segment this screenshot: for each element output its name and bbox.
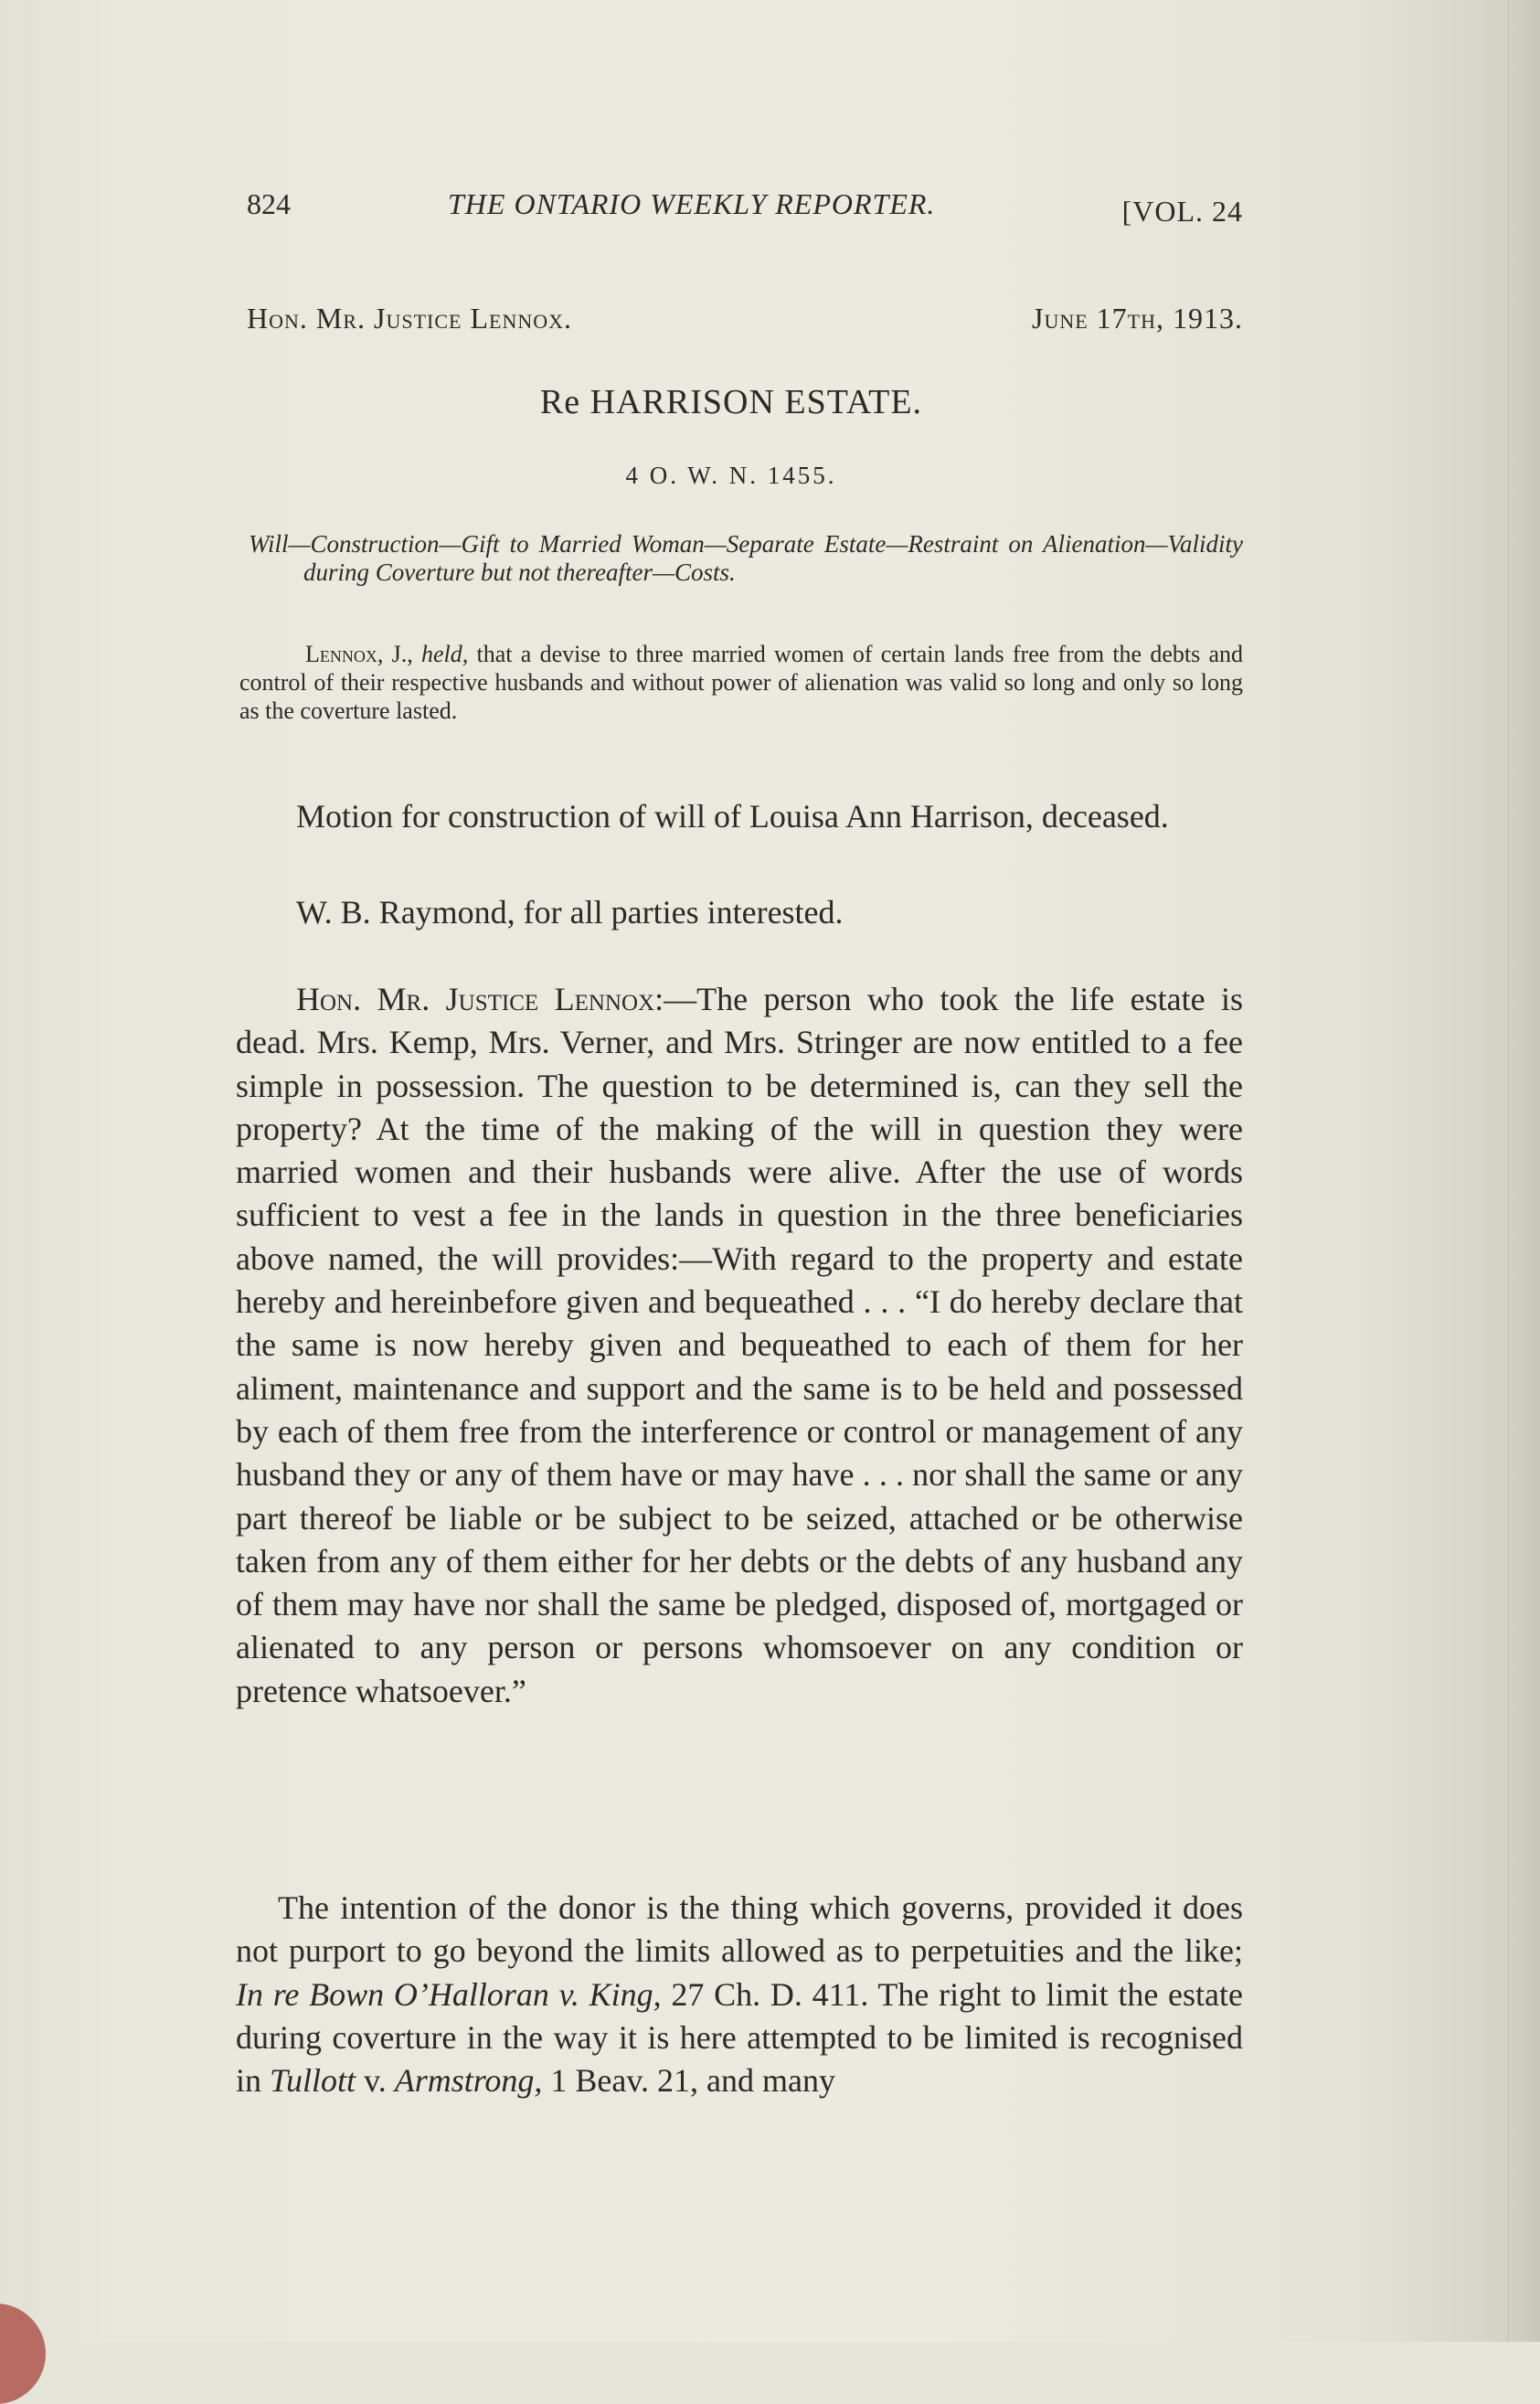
intention-text-4: 1 Beav. 21, and many (550, 2062, 836, 2100)
headnote-held: held, (421, 641, 469, 667)
page-edge (1508, 0, 1540, 2342)
intention-paragraph (236, 1887, 1243, 2102)
judgment-text: —The person who took the life estate is dead. Mrs. Kemp, Mrs. Verner, and Mrs. Stringer are now entitled to a fee simple in possession. The question to be determined is, can they sell the property? At the time of the making of the will in question they were married women and their husbands were alive. After the use of words sufficient to vest a fee in the lands in question in the three beneficiaries above named, the will provides:—With regard to the property and estate hereby and hereinbefore given and bequeathed . . . “I do hereby declare that the same is now hereby given and bequeathed to each of them for her aliment, maintenance and support and the same is to be held and possessed by each of them free from the interference or control or management of any husband they or any of them have or may have . . . nor shall the same or any part thereof be liable or be subject to be seized, attached or be otherwise taken from any of them either for her debts or the debts of any husband any of them may have nor shall the same be pledged, disposed of, mortgaged or alienated to any person or persons whomsoever on any condition or pretence whatsoever.” (236, 981, 1244, 1709)
headnote (239, 640, 1243, 725)
intention-text-2: 27 Ch. D. 411. The right to limit the estate during coverture in the way it is here attempted to be limited is recognised in (236, 1975, 1244, 2100)
judgment-speaker: Hon. Mr. Justice Lennox: (296, 981, 664, 1017)
headnote-text: that a devise to three married women of certain lands free from the debts and control of their respective husbands and without power of alienation was valid so long and only so long as the coverture lasted. (239, 641, 1244, 724)
running-title: THE ONTARIO WEEKLY REPORTER. (448, 187, 936, 220)
judgment-paragraph (236, 978, 1243, 1713)
case-name-bown: In re Bown O’Halloran v. King, (236, 1975, 662, 2013)
catchwords (249, 530, 1243, 587)
running-head (247, 187, 1243, 233)
case-title: Re HARRISON ESTATE. (539, 383, 923, 421)
counsel-paragraph: W. B. Raymond, for all parties interested. (296, 894, 844, 931)
motion-paragraph: Motion for construction of will of Louisa Ann Harrison, deceased. (296, 798, 1169, 835)
case-name-tullott: Tullott (270, 2062, 356, 2100)
judge-name: Hon. Mr. Justice Lennox. (247, 302, 573, 335)
case-citation: 4 O. W. N. 1455. (625, 462, 837, 489)
headnote-judge: Lennox, J., (305, 641, 413, 667)
case-name-armstrong: Armstrong, (394, 2062, 543, 2100)
judgment-date: June 17th, 1913. (1032, 302, 1243, 335)
page-number: 824 (247, 187, 291, 220)
thumb-shadow (0, 2303, 46, 2404)
intention-text-1: The intention of the donor is the thing which governs, provided it does not purport to go beyond the limits allowed as to perpetuities and the like; (236, 1889, 1243, 1970)
catchwords-text: Will—Construction—Gift to Married Woman—Separate Estate—Restraint on Alienation—Validity during Coverture but not thereafter—Costs. (249, 530, 1243, 586)
intention-text-3: v. (364, 2062, 387, 2100)
volume-number: [VOL. 24 (1121, 195, 1243, 228)
